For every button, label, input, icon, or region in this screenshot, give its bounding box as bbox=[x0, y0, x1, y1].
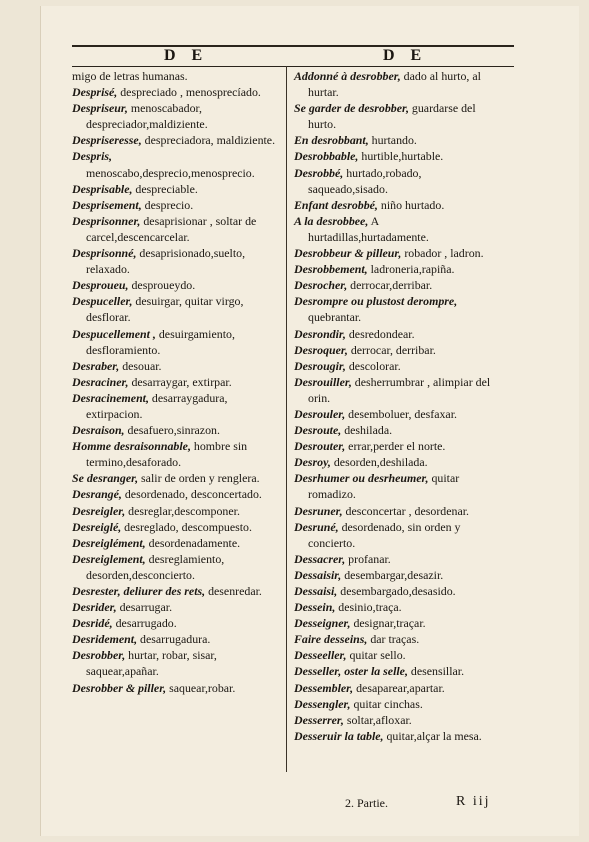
entry-definition: hurtar, robar, sisar, saquear,apañar. bbox=[86, 648, 217, 679]
entry-definition: desuirgar, quitar virgo, desflorar. bbox=[86, 294, 244, 325]
entry-headword: Desprisé, bbox=[72, 85, 118, 100]
dictionary-entry bbox=[72, 68, 280, 84]
entry-definition: errar,perder el norte. bbox=[345, 439, 446, 454]
header-rule-lower bbox=[72, 66, 514, 67]
dictionary-entry bbox=[294, 663, 502, 679]
dictionary-entry bbox=[72, 148, 280, 180]
entry-headword: Faire desseins, bbox=[294, 632, 368, 647]
dictionary-entry bbox=[72, 390, 280, 422]
dictionary-entry bbox=[294, 358, 502, 374]
entry-definition: migo de letras humanas. bbox=[72, 69, 188, 83]
entry-definition: saquear,robar. bbox=[166, 680, 236, 695]
dictionary-entry bbox=[294, 438, 502, 454]
entry-definition: menoscabo,desprecio,menosprecio. bbox=[86, 165, 255, 180]
entry-headword: Desrobbable, bbox=[294, 149, 359, 164]
entry-headword: Desraison, bbox=[72, 423, 125, 438]
entry-headword: Desreiglément, bbox=[72, 535, 146, 550]
entry-headword: Desraber, bbox=[72, 358, 120, 373]
dictionary-entry bbox=[294, 454, 502, 470]
entry-definition: desembargar,desazir. bbox=[341, 567, 444, 582]
entry-headword: Desrouler, bbox=[294, 406, 346, 421]
dictionary-entry bbox=[294, 261, 502, 277]
entry-headword: Despriseresse, bbox=[72, 133, 142, 148]
dictionary-entry bbox=[72, 132, 280, 148]
entry-headword: Dessaisir, bbox=[294, 567, 342, 582]
dictionary-entry bbox=[72, 326, 280, 358]
entry-definition: desaprisionar , soltar de carcel,descencarcelar. bbox=[86, 213, 257, 244]
dictionary-entry bbox=[294, 680, 502, 696]
entry-headword: Desserrer, bbox=[294, 712, 344, 727]
dictionary-entry bbox=[72, 486, 280, 502]
dictionary-entry bbox=[294, 197, 502, 213]
dictionary-entry bbox=[72, 422, 280, 438]
entry-definition: hurtible,hurtable. bbox=[358, 149, 444, 164]
entry-definition: desreglar,descomponer. bbox=[125, 503, 240, 518]
entry-headword: Desrobbement, bbox=[294, 262, 368, 277]
dictionary-entry bbox=[294, 132, 502, 148]
entry-headword: Desprisonner, bbox=[72, 213, 141, 228]
entry-definition: desemboluer, desfaxar. bbox=[345, 406, 457, 421]
entry-definition: despreciado , menosprecíado. bbox=[117, 85, 261, 100]
dictionary-entry bbox=[294, 100, 502, 132]
entry-definition: robador , ladron. bbox=[401, 246, 484, 261]
entry-headword: Dessaisi, bbox=[294, 584, 338, 598]
entry-definition: derrocar,derribar. bbox=[347, 278, 433, 293]
entry-definition: desensillar. bbox=[407, 664, 465, 679]
entry-headword: Despriseur, bbox=[72, 101, 128, 116]
entry-definition: desinio,traça. bbox=[335, 600, 402, 615]
entry-headword: Desrobbé, bbox=[294, 165, 344, 180]
entry-headword: Dessengler, bbox=[294, 696, 351, 711]
dictionary-entry bbox=[72, 631, 280, 647]
entry-headword: En desrobbant, bbox=[294, 133, 369, 148]
dictionary-entry bbox=[72, 647, 280, 679]
dictionary-entry bbox=[294, 293, 502, 325]
entry-definition: guardarse del hurto. bbox=[308, 101, 476, 132]
entry-definition: despreciadora, maldiziente. bbox=[141, 133, 276, 148]
dictionary-entry bbox=[72, 100, 280, 132]
entry-definition: desprecio. bbox=[141, 197, 194, 212]
running-head-left: D E bbox=[164, 47, 209, 64]
entry-headword: Desracinement, bbox=[72, 390, 149, 405]
dictionary-entry bbox=[294, 422, 502, 438]
dictionary-entry bbox=[294, 326, 502, 342]
dictionary-entry bbox=[294, 551, 502, 567]
dictionary-entry bbox=[72, 438, 280, 470]
dictionary-entry bbox=[72, 277, 280, 293]
entry-headword: Desruner, bbox=[294, 503, 343, 518]
entry-headword: Desrobber, bbox=[72, 648, 126, 663]
entry-headword: Desrocher, bbox=[294, 278, 348, 293]
entry-definition: niño hurtado. bbox=[377, 197, 445, 212]
dictionary-entry bbox=[294, 696, 502, 712]
dictionary-entry bbox=[72, 503, 280, 519]
entry-headword: Addonné à desrobber, bbox=[294, 69, 401, 83]
entry-headword: Desridement, bbox=[72, 632, 138, 647]
dictionary-entry bbox=[72, 197, 280, 213]
header-rule bbox=[72, 45, 514, 47]
dictionary-entry bbox=[294, 615, 502, 631]
dictionary-entry bbox=[72, 374, 280, 390]
dictionary-entry bbox=[294, 583, 502, 599]
entry-headword: Desrompre ou plustost derompre, bbox=[294, 294, 458, 309]
dictionary-entry bbox=[72, 535, 280, 551]
entry-definition: salir de orden y renglera. bbox=[138, 471, 260, 486]
dictionary-entry bbox=[294, 470, 502, 502]
entry-headword: Despris, bbox=[72, 149, 112, 164]
entry-definition: designar,traçar. bbox=[350, 616, 426, 631]
entry-definition: desordenado, sin orden y concierto. bbox=[308, 519, 461, 550]
entry-headword: Desrobber & piller, bbox=[72, 680, 167, 695]
dictionary-entry bbox=[72, 181, 280, 197]
entry-headword: Desroute, bbox=[294, 423, 342, 438]
entry-definition: profanar. bbox=[345, 551, 391, 566]
entry-definition: quitar sello. bbox=[346, 648, 406, 663]
entry-headword: Desreigler, bbox=[72, 503, 126, 518]
entry-headword: Desroy, bbox=[294, 455, 331, 470]
entry-headword: Desseruir la table, bbox=[294, 728, 384, 743]
entry-definition: ladroneria,rapiña. bbox=[367, 262, 455, 277]
entry-headword: Desroquer, bbox=[294, 342, 348, 357]
dictionary-entry bbox=[294, 728, 502, 744]
entry-definition: desenredar. bbox=[205, 584, 262, 598]
entry-definition: desarraygadura, extirpacion. bbox=[86, 390, 228, 421]
entry-headword: Desrondir, bbox=[294, 326, 346, 341]
entry-headword: Se garder de desrobber, bbox=[294, 101, 409, 116]
dictionary-entry bbox=[294, 519, 502, 551]
footer-signature: R iij bbox=[456, 794, 491, 809]
dictionary-entry bbox=[294, 647, 502, 663]
entry-headword: Desseeller, bbox=[294, 648, 347, 663]
dictionary-entry bbox=[294, 503, 502, 519]
entry-definition: desconcertar , desordenar. bbox=[342, 503, 470, 518]
entry-definition: desarrugadura. bbox=[137, 632, 211, 647]
entry-definition: quitar romadizo. bbox=[308, 471, 460, 502]
running-head-right: D E bbox=[383, 47, 428, 64]
entry-definition: desordenadamente. bbox=[145, 535, 241, 550]
dictionary-entry bbox=[72, 358, 280, 374]
entry-definition: derrocar, derribar. bbox=[347, 342, 436, 357]
dictionary-entry bbox=[72, 245, 280, 277]
entry-definition: hombre sin termino,desaforado. bbox=[86, 439, 248, 470]
entry-headword: Se desranger, bbox=[72, 471, 139, 486]
entry-headword: Desprisement, bbox=[72, 197, 142, 212]
entry-headword: Desrangé, bbox=[72, 487, 122, 502]
entry-headword: Despuceller, bbox=[72, 294, 133, 309]
entry-definition: quitar,alçar la mesa. bbox=[383, 728, 482, 743]
entry-headword: Desprisable, bbox=[72, 181, 133, 196]
entry-definition: desredondear. bbox=[345, 326, 415, 341]
entry-headword: Enfant desrobbé, bbox=[294, 197, 378, 212]
dictionary-entry bbox=[72, 583, 280, 599]
entry-headword: Desrester, deliurer des rets, bbox=[72, 584, 206, 598]
dictionary-entry bbox=[294, 599, 502, 615]
entry-definition: desorden,deshilada. bbox=[330, 455, 428, 470]
dictionary-entry bbox=[72, 519, 280, 535]
entry-definition: desouar. bbox=[119, 358, 162, 373]
dictionary-entry bbox=[294, 148, 502, 164]
entry-definition: desproueydo. bbox=[128, 278, 196, 293]
entry-headword: Desrobbeur & pilleur, bbox=[294, 246, 402, 261]
dictionary-entry bbox=[294, 712, 502, 728]
dictionary-entry bbox=[72, 551, 280, 583]
entry-definition: descolorar. bbox=[345, 358, 401, 373]
entry-definition: soltar,afloxar. bbox=[343, 712, 412, 727]
entry-definition: quitar cinchas. bbox=[350, 696, 423, 711]
entry-headword: Homme desraisonnable, bbox=[72, 439, 191, 454]
entry-definition: desreglamiento, desorden,desconcierto. bbox=[86, 551, 225, 582]
entry-definition: desafuero,sinrazon. bbox=[124, 423, 220, 438]
entry-headword: Desreiglé, bbox=[72, 519, 122, 534]
entry-definition: desaprisionado,suelto, relaxado. bbox=[86, 246, 246, 277]
entry-definition: desarrugar. bbox=[116, 600, 173, 615]
entry-definition: dado al hurto, al hurtar. bbox=[308, 69, 481, 100]
entry-headword: Desridé, bbox=[72, 616, 113, 631]
dictionary-entry bbox=[72, 293, 280, 325]
entry-headword: Desproueu, bbox=[72, 278, 129, 293]
entry-definition: deshilada. bbox=[341, 423, 393, 438]
dictionary-entry bbox=[294, 68, 502, 100]
right-column bbox=[294, 68, 502, 744]
entry-definition: desherrumbrar , alimpiar del orin. bbox=[308, 374, 491, 405]
entry-headword: Desrouiller, bbox=[294, 374, 352, 389]
entry-definition: desaparear,apartar. bbox=[353, 680, 445, 695]
dictionary-entry bbox=[294, 631, 502, 647]
dictionary-entry bbox=[294, 342, 502, 358]
entry-headword: Desseller, oster la selle, bbox=[294, 664, 408, 679]
dictionary-entry bbox=[72, 84, 280, 100]
entry-definition: desordenado, desconcertado. bbox=[121, 487, 262, 502]
entry-headword: A la desrobbee, bbox=[294, 213, 369, 228]
footer-part-label: 2. Partie. bbox=[345, 796, 388, 810]
dictionary-entry bbox=[294, 213, 502, 245]
entry-headword: Desrouter, bbox=[294, 439, 346, 454]
dictionary-entry bbox=[72, 680, 280, 696]
entry-definition: desarrugado. bbox=[112, 616, 177, 631]
dictionary-entry bbox=[72, 615, 280, 631]
entry-definition: quebrantar. bbox=[308, 310, 362, 325]
dictionary-entry bbox=[72, 599, 280, 615]
entry-definition: desembargado,desasido. bbox=[337, 584, 456, 598]
entry-headword: Desrhumer ou desrheumer, bbox=[294, 471, 429, 486]
entry-definition: menoscabador, despreciador,maldiziente. bbox=[86, 101, 208, 132]
entry-headword: Dessembler, bbox=[294, 680, 354, 695]
entry-headword: Despucellement , bbox=[72, 326, 156, 341]
entry-headword: Desreiglement, bbox=[72, 551, 146, 566]
left-column bbox=[72, 68, 280, 696]
entry-headword: Desseigner, bbox=[294, 616, 351, 631]
entry-definition: desreglado, descompuesto. bbox=[121, 519, 252, 534]
dictionary-entry bbox=[72, 470, 280, 486]
entry-definition: desuirgamiento, desfloramiento. bbox=[86, 326, 235, 357]
entry-headword: Dessacrer, bbox=[294, 551, 346, 566]
entry-headword: Desraciner, bbox=[72, 374, 129, 389]
dictionary-entry bbox=[294, 567, 502, 583]
entry-definition: despreciable. bbox=[132, 181, 198, 196]
entry-definition: dar traças. bbox=[367, 632, 420, 647]
dictionary-entry bbox=[294, 277, 502, 293]
entry-headword: Dessein, bbox=[294, 600, 336, 615]
entry-headword: Desrider, bbox=[72, 600, 117, 615]
dictionary-entry bbox=[294, 406, 502, 422]
entry-headword: Desprisonné, bbox=[72, 246, 137, 261]
entry-definition: hurtando. bbox=[368, 133, 417, 148]
column-divider bbox=[286, 66, 287, 772]
entry-definition: A hurtadillas,hurtadamente. bbox=[308, 213, 429, 244]
entry-definition: hurtado,robado, saqueado,sisado. bbox=[308, 165, 422, 196]
dictionary-entry bbox=[72, 213, 280, 245]
entry-headword: Desrougir, bbox=[294, 358, 346, 373]
dictionary-entry bbox=[294, 245, 502, 261]
entry-headword: Desruné, bbox=[294, 519, 339, 534]
entry-definition: desarraygar, extirpar. bbox=[128, 374, 232, 389]
dictionary-entry bbox=[294, 165, 502, 197]
dictionary-entry bbox=[294, 374, 502, 406]
